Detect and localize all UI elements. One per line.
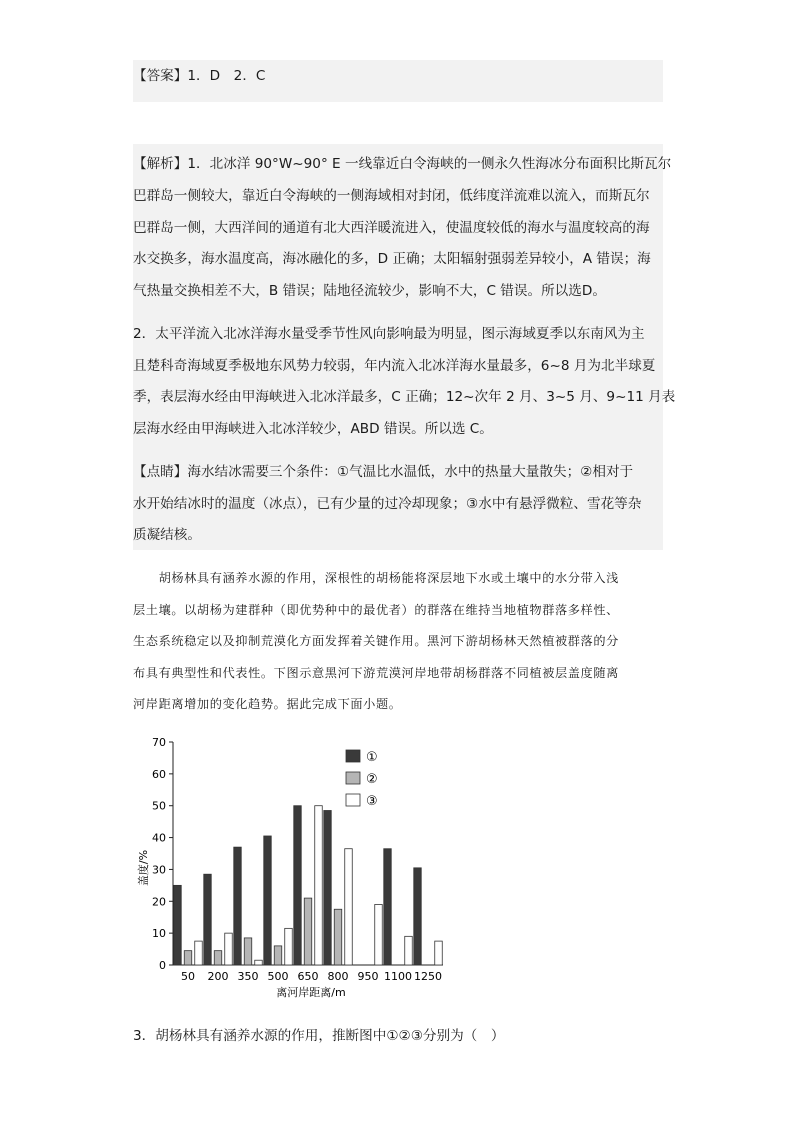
bar-series-1 bbox=[204, 874, 212, 965]
passage-line-1: 胡杨林具有涵养水源的作用，深根性的胡杨能将深层地下水或土壤中的水分带入浅 bbox=[133, 571, 619, 585]
legend-label: ① bbox=[366, 750, 378, 765]
bar-series-2 bbox=[304, 898, 312, 965]
bar-series-3 bbox=[285, 928, 293, 965]
analysis-line-1: 【解析】1．北冰洋 90°W~90° E 一线靠近白令海峡的一侧永久性海冰分布面积比斯瓦尔 bbox=[133, 156, 672, 172]
analysis-line-4: 水交换多，海水温度高，海冰融化的多，D 正确；太阳辐射强弱差异较小，A 错误；海 bbox=[133, 251, 651, 267]
bar-series-2 bbox=[214, 951, 222, 965]
bar-series-2 bbox=[274, 946, 282, 965]
x-tick-label: 350 bbox=[237, 970, 259, 983]
bar-series-1 bbox=[174, 885, 182, 965]
bar-series-1 bbox=[384, 849, 392, 965]
question-3: 3．胡杨林具有涵养水源的作用，推断图中①②③分别为（ ） bbox=[133, 1028, 505, 1044]
x-tick-label: 650 bbox=[297, 970, 319, 983]
bar-series-3 bbox=[315, 806, 323, 965]
legend-label: ③ bbox=[366, 794, 378, 809]
analysis2-line-2: 且楚科奇海域夏季极地东风势力较弱，年内流入北冰洋海水量最多，6~8 月为北半球夏 bbox=[133, 358, 656, 374]
tip-line-2: 水开始结冰时的温度（冰点），已有少量的过冷却现象；③水中有悬浮微粒、雪花等杂 bbox=[133, 496, 642, 512]
y-tick-label: 0 bbox=[159, 959, 166, 972]
x-tick-label: 950 bbox=[357, 970, 379, 983]
bar-series-3 bbox=[225, 933, 233, 965]
bar-series-1 bbox=[264, 836, 272, 965]
y-axis-label: 盖度/% bbox=[137, 849, 150, 887]
analysis-line-2: 巴群岛一侧较大，靠近白令海峡的一侧海域相对封闭，低纬度洋流难以流入，而斯瓦尔 bbox=[133, 188, 650, 204]
bar-series-2 bbox=[184, 951, 192, 965]
bar-series-1 bbox=[294, 806, 302, 965]
bar-series-1 bbox=[414, 868, 422, 965]
bar-series-1 bbox=[324, 810, 332, 965]
bar-series-3 bbox=[195, 941, 203, 965]
bar-series-1 bbox=[234, 847, 242, 965]
x-tick-label: 500 bbox=[267, 970, 289, 983]
analysis2-line-1: 2．太平洋流入北冰洋海水量受季节性风向影响最为明显，图示海域夏季以东南风为主 bbox=[133, 326, 645, 342]
legend-swatch bbox=[346, 750, 360, 762]
bar-series-3 bbox=[345, 849, 353, 965]
y-tick-label: 40 bbox=[152, 831, 166, 845]
passage-line-3: 生态系统稳定以及抑制荒漠化方面发挥着关键作用。黑河下游胡杨林天然植被群落的分 bbox=[133, 634, 619, 648]
legend-label: ② bbox=[366, 772, 378, 787]
x-tick-label: 800 bbox=[327, 970, 349, 983]
x-tick-label: 200 bbox=[207, 970, 229, 983]
answer-line: 【答案】1．D 2．C bbox=[133, 68, 266, 84]
y-tick-label: 70 bbox=[152, 736, 166, 749]
bar-series-2 bbox=[334, 909, 342, 965]
bar-series-3 bbox=[405, 936, 413, 965]
legend-swatch bbox=[346, 772, 360, 784]
tip-line-1: 【点睛】海水结冰需要三个条件：①气温比水温低，水中的热量大量散失；②相对于 bbox=[133, 464, 634, 480]
y-tick-label: 20 bbox=[152, 895, 166, 909]
analysis-line-3: 巴群岛一侧，大西洋间的通道有北大西洋暖流进入，使温度较低的海水与温度较高的海 bbox=[133, 220, 650, 236]
analysis2-line-4: 层海水经由甲海峡进入北冰洋较少，ABD 错误。所以选 C。 bbox=[133, 421, 493, 437]
y-tick-label: 50 bbox=[152, 799, 166, 813]
coverage-bar-chart bbox=[133, 728, 463, 1003]
y-tick-label: 30 bbox=[152, 863, 166, 877]
tip-line-3: 质凝结核。 bbox=[133, 527, 201, 543]
y-tick-label: 60 bbox=[152, 767, 166, 781]
analysis2-line-3: 季，表层海水经由甲海峡进入北冰洋最多，C 正确；12~次年 2 月、3~5 月、9~11 月表 bbox=[133, 389, 676, 405]
bar-series-3 bbox=[375, 904, 383, 965]
passage-line-4: 布具有典型性和代表性。下图示意黑河下游荒漠河岸地带胡杨群落不同植被层盖度随离 bbox=[133, 666, 619, 680]
bar-series-2 bbox=[244, 938, 252, 965]
passage-line-5: 河岸距离增加的变化趋势。据此完成下面小题。 bbox=[133, 697, 402, 711]
bar-series-3 bbox=[255, 960, 263, 965]
bar-series-3 bbox=[435, 941, 443, 965]
y-tick-label: 10 bbox=[152, 927, 166, 941]
analysis-line-5: 气热量交换相差不大，B 错误；陆地径流较少，影响不大，C 错误。所以选D。 bbox=[133, 283, 606, 299]
x-axis-label: 离河岸距离/m bbox=[276, 986, 346, 999]
x-tick-label: 1250 bbox=[414, 970, 442, 983]
passage-line-2: 层土壤。以胡杨为建群种（即优势种中的最优者）的群落在维持当地植物群落多样性、 bbox=[133, 603, 619, 617]
legend-swatch bbox=[346, 794, 360, 806]
x-tick-label: 1100 bbox=[384, 970, 412, 983]
x-tick-label: 50 bbox=[181, 970, 195, 983]
